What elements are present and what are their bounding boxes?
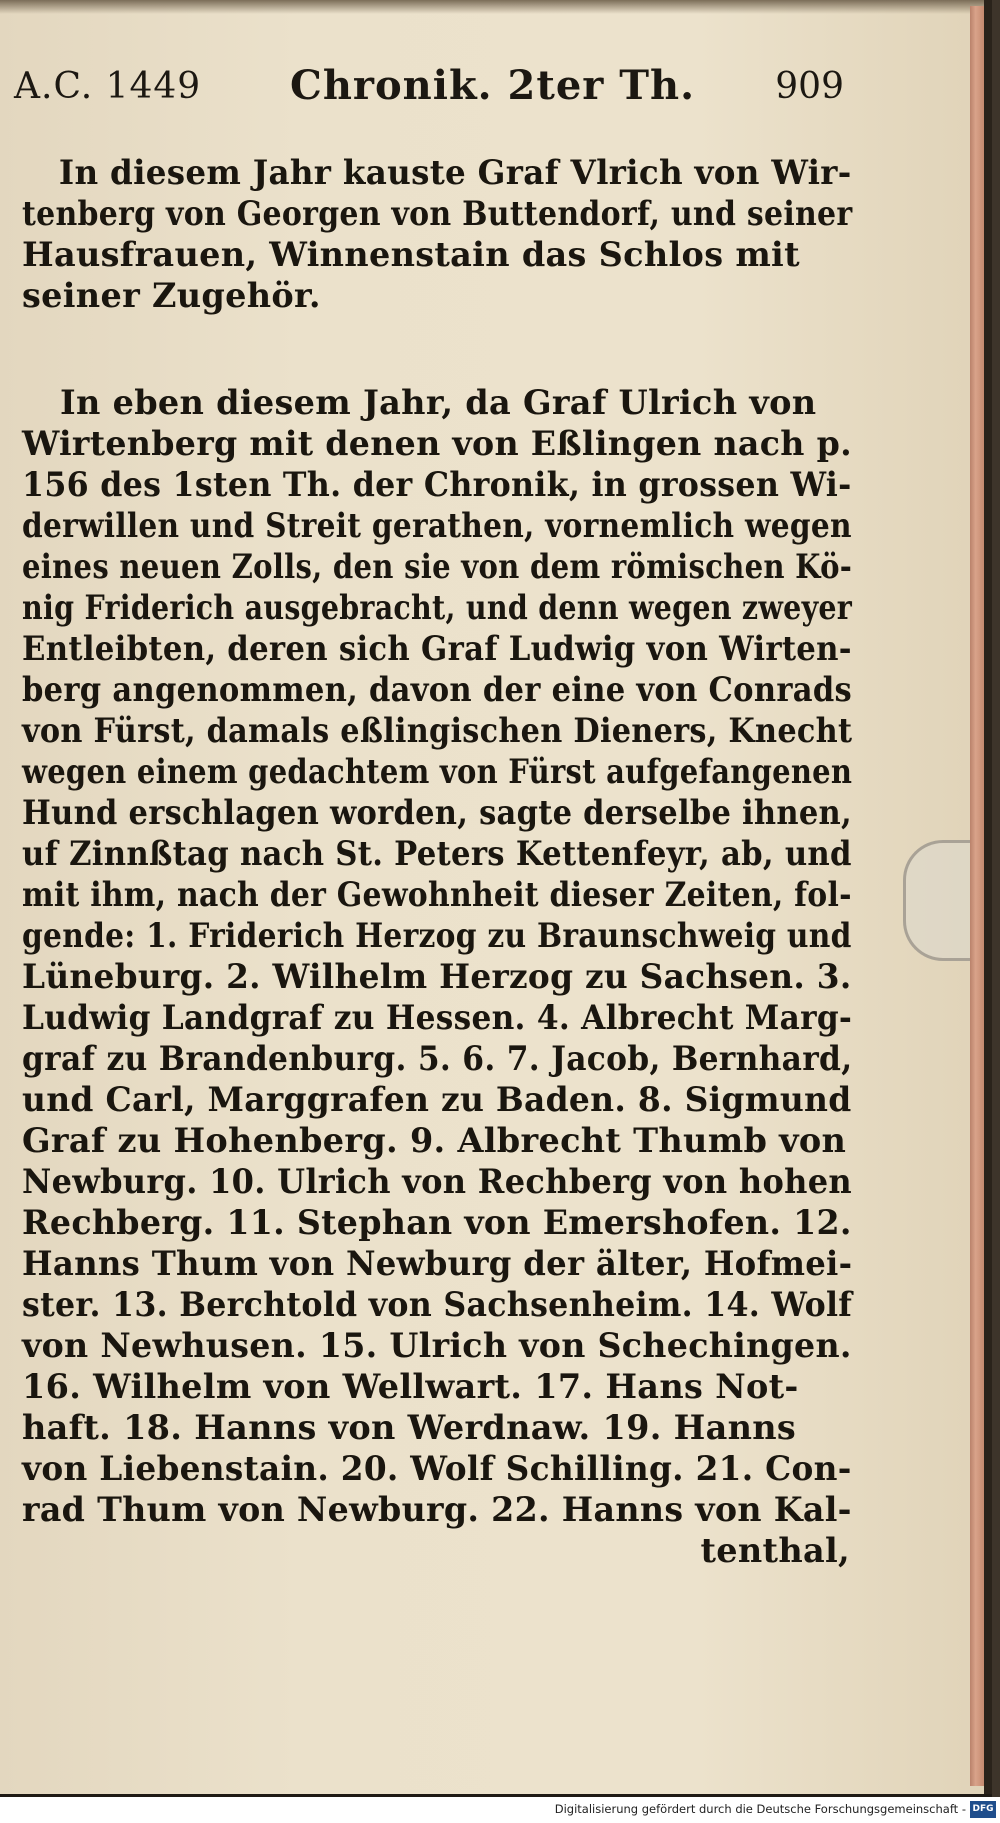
text-line: seiner Zugehör. [22,276,321,315]
text-line: und Carl, Marggrafen zu Baden. 8. Sigmund [22,1080,852,1119]
text-line: 156 des 1sten Th. der Chronik, in grossen Wi- [22,465,852,504]
text-line: Entleibten, deren sich Graf Ludwig von Wirten- [22,629,852,668]
text-line: berg angenommen, davon der eine von Conrads [22,670,852,709]
page-top-shadow [0,0,992,14]
book-cover-edge [984,0,992,1794]
text-line: ster. 13. Berchtold von Sachsenheim. 14. Wolf [22,1285,853,1324]
page-edge-red [970,6,984,1786]
text-line: In eben diesem Jahr, da Graf Ulrich von [60,383,817,422]
funding-credit: Digitalisierung gefördert durch die Deutsche Forschungsgemeinschaft - [554,1802,966,1816]
text-line: nig Friderich ausgebracht, und denn wegen zweyer [22,588,853,627]
header-title: Chronik. 2ter Th. [290,62,696,109]
text-line: 16. Wilhelm von Wellwart. 17. Hans Not- [22,1367,799,1406]
text-line: uf Zinnßtag nach St. Peters Kettenfeyr, ab, und [22,834,852,873]
text-line: tenthal, [700,1531,850,1570]
text-line: Hausfrauen, Winnenstain das Schlos mit [22,235,800,274]
text-line: Hund erschlagen worden, sagte derselbe ihnen, [22,793,852,832]
text-line: Lüneburg. 2. Wilhelm Herzog zu Sachsen. 3. [22,957,852,996]
text-line: von Fürst, damals eßlingischen Dieners, Knecht [22,711,853,750]
text-line: von Newhusen. 15. Ulrich von Schechingen. [22,1326,852,1365]
text-line: Ludwig Landgraf zu Hessen. 4. Albrecht Marg- [22,998,853,1037]
running-header [14,60,844,120]
footer-bar [0,1797,1000,1823]
text-line: wegen einem gedachtem von Fürst aufgefangenen [22,752,853,791]
page-number: 909 [775,66,844,107]
text-line: gende: 1. Friderich Herzog zu Braunschweig und [22,916,852,955]
text-line: von Liebenstain. 20. Wolf Schilling. 21. Con- [22,1449,852,1488]
text-line: Hanns Thum von Newburg der älter, Hofmei- [22,1244,853,1283]
text-line: In diesem Jahr kauste Graf Vlrich von Wir- [58,153,852,192]
text-line: Newburg. 10. Ulrich von Rechberg von hohen [22,1162,852,1201]
paragraph-2 [22,382,852,1571]
text-line: tenberg von Georgen von Buttendorf, und seiner [22,194,853,233]
text-line: graf zu Brandenburg. 5. 6. 7. Jacob, Bernhard, [22,1039,853,1078]
text-line: Rechberg. 11. Stephan von Emershofen. 12. [22,1203,852,1242]
text-line: haft. 18. Hanns von Werdnaw. 19. Hanns [22,1408,797,1447]
dfg-logo: DFG [970,1801,996,1818]
text-line: eines neuen Zolls, den sie von dem römischen Kö- [22,547,853,586]
header-year: A.C. 1449 [14,66,202,107]
text-line: mit ihm, nach der Gewohnheit dieser Zeiten, fol- [22,875,852,914]
text-line: Wirtenberg mit denen von Eßlingen nach p. [22,424,852,463]
text-line: derwillen und Streit gerathen, vornemlich wegen [22,506,852,545]
paragraph-1 [22,152,852,316]
text-line: Graf zu Hohenberg. 9. Albrecht Thumb von [22,1121,847,1160]
text-line: rad Thum von Newburg. 22. Hanns von Kal- [22,1490,852,1529]
